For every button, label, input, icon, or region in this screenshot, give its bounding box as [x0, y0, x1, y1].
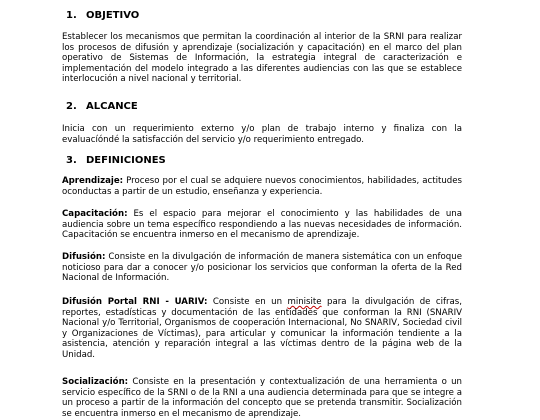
definition-capacitacion — [62, 209, 462, 241]
definition-term: Socialización: — [62, 377, 129, 387]
definition-term: Difusión Portal RNI - UARIV: — [62, 297, 208, 307]
definition-text-after: para la divulgación de cifras, reportes, estadísticas y documentación de las entidades que conforman la RNI (SNARIV Nacional y/o Territorial, Organismos de cooperación Internacional, No SNARIV, Sociedad civil y Organizaciones de Víctimas), para articular y comunicar la información tendiente a la asistencia, atención y reparación integral a las víctimas dentro de la página web de la Unidad. — [62, 297, 463, 360]
definition-difusion-portal — [62, 297, 462, 360]
definition-difusion — [62, 252, 462, 284]
objetivo-paragraph: Establecer los mecanismos que permitan la coordinación al interior de la SRNI para realizar los procesos de difusión y aprendizaje (socialización y capacitación) en el marco del plan operativo de Sistemas de Información, la estrategia integral de caracterización e implementación del modelo integrado a las diferentes audiencias con las que se establece interlocución a nivel nacional y territorial. — [62, 32, 462, 84]
section-number: 2. — [66, 101, 77, 112]
definition-aprendizaje — [62, 176, 462, 197]
definition-text: Consiste en la presentación y contextualización de una herramienta o un servicio específico de la SRNI o de la RNI a una audiencia determinada para que se integre a un proceso a partir de la información del concepto que se pretenda transmitir. Socialización se encuentra inmerso en el mecanismo de aprendizaje. — [62, 377, 462, 419]
section-heading-objetivo — [66, 10, 139, 22]
section-title: DEFINICIONES — [86, 155, 166, 166]
section-number: 1. — [66, 10, 77, 21]
section-number: 3. — [66, 155, 77, 166]
definition-term: Capacitación: — [62, 209, 128, 219]
definition-text: Es el espacio para mejorar el conocimiento y las habilidades de una audiencia sobre un tema específico respondiendo a las nuevas necesidades de información. Capacitación se encuentra inmerso en el mecanismo de aprendizaje. — [62, 209, 462, 240]
definition-text-before: Consiste en un — [207, 297, 288, 307]
section-title: ALCANCE — [86, 101, 138, 112]
definition-socializacion — [62, 377, 462, 419]
definition-text: Proceso por el cual se adquiere nuevos conocimientos, habilidades, actitudes oconductas a partir de un estudio, enseñanza y experiencia. — [62, 176, 462, 197]
spellcheck-flagged-word[interactable]: minisite — [287, 297, 322, 307]
definition-text: Consiste en la divulgación de información de manera sistemática con un enfoque noticioso para dar a conocer y/o posicionar los servicios que conforman la oferta de la Red Nacional de Información. — [62, 252, 462, 283]
section-heading-alcance — [66, 101, 138, 113]
alcance-paragraph: Inicia con un requerimiento externo y/o plan de trabajo interno y finaliza con la evaluacíóndé la satisfacción del servicio y/o requerimiento entregado. — [62, 124, 462, 145]
definition-term: Aprendizaje: — [62, 176, 124, 186]
definition-term: Difusión: — [62, 252, 106, 262]
section-heading-definiciones — [66, 155, 166, 167]
section-title: OBJETIVO — [86, 10, 140, 21]
